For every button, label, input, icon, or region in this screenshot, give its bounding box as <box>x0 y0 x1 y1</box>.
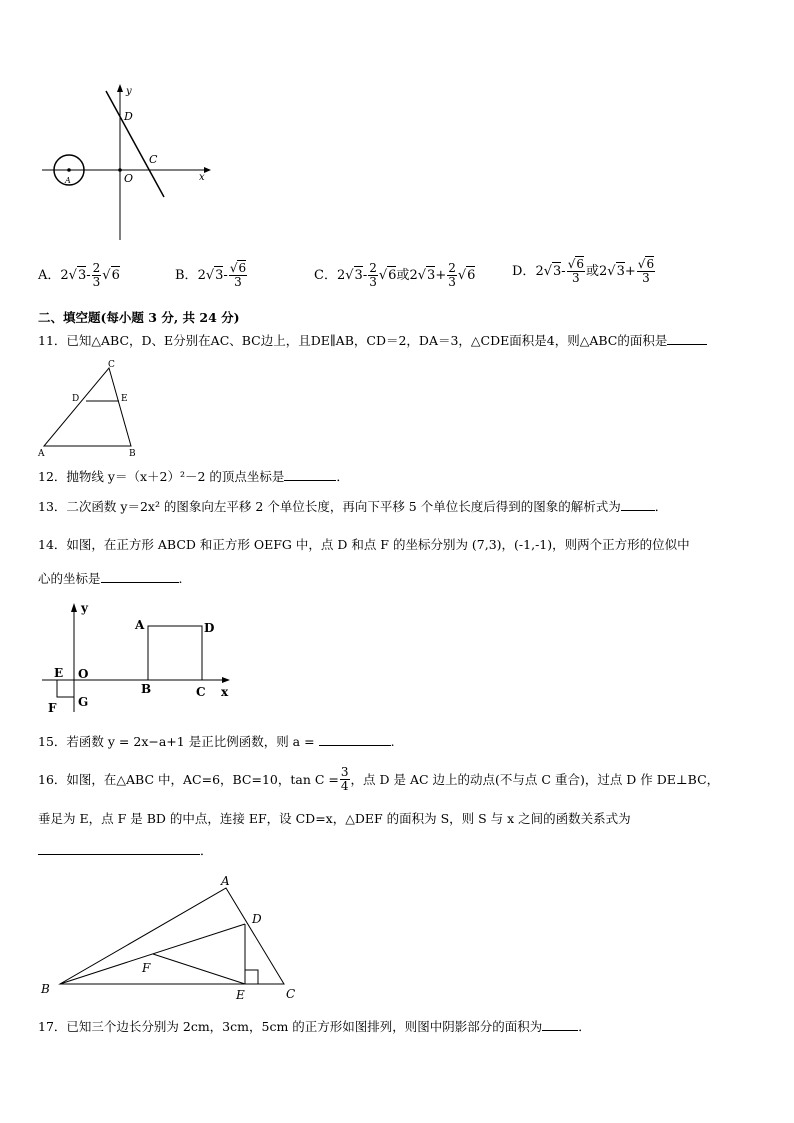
fig14-D: D <box>204 621 215 635</box>
fig10-x: x <box>199 172 205 183</box>
answer-blank-11[interactable] <box>667 332 707 345</box>
question-14-line1: 14．如图，在正方形 ABCD 和正方形 OEFG 中，点 D 和点 F 的坐标分别为 (7,3)，(-1,-1)，则两个正方形的位似中 <box>38 537 690 552</box>
question-16-line3: ． <box>38 842 213 860</box>
fig11-D: D <box>72 394 80 404</box>
fig10-y: y <box>126 86 132 97</box>
fig14-E: E <box>54 666 64 680</box>
fig14-y: y <box>81 601 88 615</box>
section-title: 二、填空题(每小题 3 分, 共 24 分) <box>38 310 240 325</box>
option-c[interactable]: C． 2 √ 3 - $\frac{2}{3}$ √ 6 或 2 √ 3 + $\frac{2}{3}$ √ 6 <box>314 261 476 289</box>
question-13: 13．二次函数 y＝2x² 的图象向左平移 2 个单位长度，再向下平移 5 个单位长度后得到的图象的解析式为 ． <box>38 499 668 514</box>
figure-q16 <box>36 872 306 1002</box>
fig10-A: A <box>65 176 71 185</box>
fig11-C: C <box>108 360 115 370</box>
fig16-F: F <box>142 961 151 975</box>
answer-blank-14[interactable] <box>101 570 179 583</box>
answer-blank-13[interactable] <box>621 498 655 511</box>
figure-q14 <box>40 598 240 716</box>
fig11-E: E <box>121 394 128 404</box>
option-b-label: B． <box>175 267 198 283</box>
fig10-D: D <box>124 110 133 123</box>
answer-blank-12[interactable] <box>284 468 336 481</box>
fig10-C: C <box>149 153 158 166</box>
figure-q10 <box>38 80 218 245</box>
option-b[interactable]: B． 2 √ 3 - $\frac{√6}{3}$ <box>175 261 247 289</box>
question-15: 15．若函数 y = 2x−a+1 是正比例函数，则 a = . <box>38 734 395 749</box>
fig16-E: E <box>236 988 245 1002</box>
fig16-C: C <box>286 987 296 1001</box>
fig10-O: O <box>124 172 134 185</box>
fig14-C: C <box>196 685 206 699</box>
fig16-A: A <box>221 874 230 888</box>
answer-blank-15[interactable] <box>319 733 391 746</box>
fig14-A: A <box>135 618 145 632</box>
fig11-A: A <box>38 449 45 458</box>
fig16-B: B <box>41 982 50 996</box>
question-14-line2: 心的坐标是 . <box>38 571 183 586</box>
question-16-line1: 16．如图，在△ABC 中，AC=6，BC=10，tan C = $\frac{3}{4}$ ，点 D 是 AC 边上的动点(不与点 C 重合)，过点 D 作 DE⊥BC， <box>38 765 720 793</box>
question-11: 11．已知△ABC，D、E分别在AC、BC边上，且DE∥AB，CD＝2，DA＝3，△CDE面积是4，则△ABC的面积是 <box>38 332 707 350</box>
answer-blank-17[interactable] <box>542 1018 578 1031</box>
figure-q11 <box>36 358 146 458</box>
fig14-x: x <box>221 685 229 699</box>
answer-blank-16[interactable] <box>38 842 200 855</box>
option-d-label: D． <box>512 263 536 279</box>
question-16-line2: 垂足为 E，点 F 是 BD 的中点，连接 EF，设 CD=x，△DEF 的面积为 S，则 S 与 x 之间的函数关系式为 <box>38 811 631 826</box>
question-12: 12．抛物线 y＝（x＋2）²－2 的顶点坐标是 ． <box>38 469 349 484</box>
option-a-label: A． <box>38 267 61 283</box>
fig16-D: D <box>252 912 262 926</box>
fig14-F: F <box>48 701 57 715</box>
fig14-B: B <box>141 682 152 696</box>
question-17: 17．已知三个边长分别为 2cm，3cm，5cm 的正方形如图排列，则图中阴影部分的面积为 ． <box>38 1019 591 1034</box>
option-d[interactable]: D． 2 √ 3 - $\frac{√6}{3}$ 或 2 √ 3 + $\frac{√6}{3}$ <box>512 257 655 285</box>
fig11-B: B <box>129 449 136 458</box>
option-c-label: C． <box>314 267 337 283</box>
fig14-G: G <box>78 695 89 709</box>
option-a[interactable]: A． 2 √ 3 - $\frac{2}{3}$ √ 6 <box>38 261 120 289</box>
fig14-O: O <box>78 667 89 681</box>
